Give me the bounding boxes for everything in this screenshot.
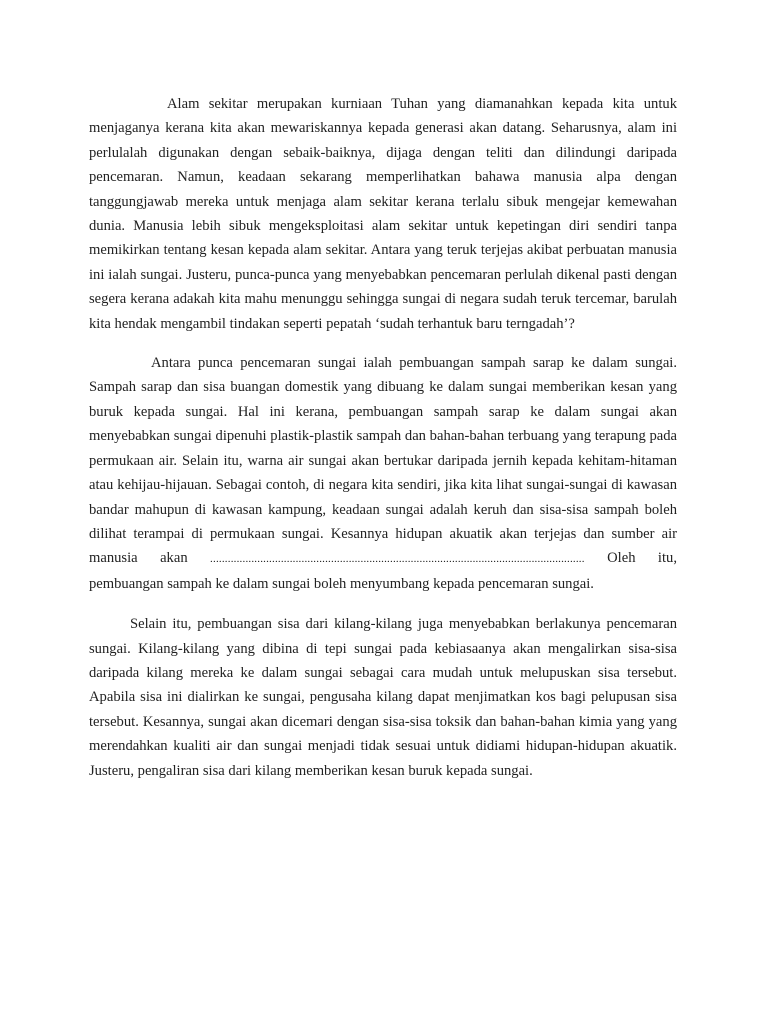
document-page <box>89 92 677 783</box>
paragraph-intro: Alam sekitar merupakan kurniaan Tuhan yang diamanahkan kepada kita untuk menjaganya kerana kita akan mewariskannya kepada generasi akan datang. Seharusnya, alam ini perlulalah digunakan dengan sebaik-baiknya, dijaga dengan teliti dan dilindungi daripada pencemaran. Namun, keadaan sekarang memperlihatkan bahawa manusia alpa dengan tanggungjawab mereka untuk menjaga alam sekitar kerana terlalu sibuk mengejar kemewahan dunia. Manusia lebih sibuk mengeksploitasi alam sekitar untuk kepetingan diri sendiri tanpa memikirkan tentang kesan kepada alam sekitar. Antara yang teruk terjejas akibat perbuatan manusia ini ialah sungai. Justeru, punca-punca yang menyebabkan pencemaran perlulah dikenal pasti dengan segera kerana adakah kita mahu menunggu sehingga sungai di negara sudah teruk tercemar, barulah kita hendak mengambil tindakan seperti pepatah ‘sudah terhantuk baru terngadah’? <box>89 96 677 332</box>
fill-in-blank: ............................................................................................................................... <box>210 553 585 566</box>
paragraph-factory-waste: Selain itu, pembuangan sisa dari kilang-kilang juga menyebabkan berlakunya pencemaran sungai. Kilang-kilang yang dibina di tepi sungai pada kebiasaanya akan mengalirkan sisa-sisa daripada kilang mereka ke dalam sungai sebagai cara mudah untuk melupuskan sisa tersebut. Apabila sisa ini dialirkan ke sungai, pengusaha kilang dapat menjimatkan kos bagi pelupusan sisa tersebut. Kesannya, sungai akan dicemari dengan sisa-sisa toksik dan bahan-bahan kimia yang yang merendahkan kualiti air dan sungai menjadi tidak sesuai untuk didiami hidupan-hidupan akuatik. Justeru, pengaliran sisa dari kilang memberikan kesan buruk kepada sungai. <box>89 616 677 779</box>
paragraph-text-before-blank: Antara punca pencemaran sungai ialah pembuangan sampah sarap ke dalam sungai. Sampah sarap dan sisa buangan domestik yang dibuang ke dalam sungai memberikan kesan yang buruk kepada sungai. Hal ini kerana, pembuangan sampah sarap ke dalam sungai akan menyebabkan sungai dipenuhi plastik-plastik sampah dan bahan-bahan terbuang yang terapung pada permukaan air. Selain itu, warna air sungai akan bertukar daripada jernih kepada kehitam-hitaman atau kehijau-hijauan. Sebagai contoh, di negara kita sendiri, jika kita lihat sungai-sungai di kawasan bandar mahupun di kawasan kampung, keadaan sungai adalah keruh dan sisa-sisa sampah boleh dilihat terampai di permukaan sungai. Kesannya hidupan akuatik akan terjejas dan sumber air manusia akan <box>89 355 677 567</box>
paragraph-domestic-waste <box>89 351 677 596</box>
paragraph-text-after-blank: Oleh itu, pembuangan sampah ke dalam sungai boleh menyumbang kepada pencemaran sungai. <box>89 550 677 592</box>
